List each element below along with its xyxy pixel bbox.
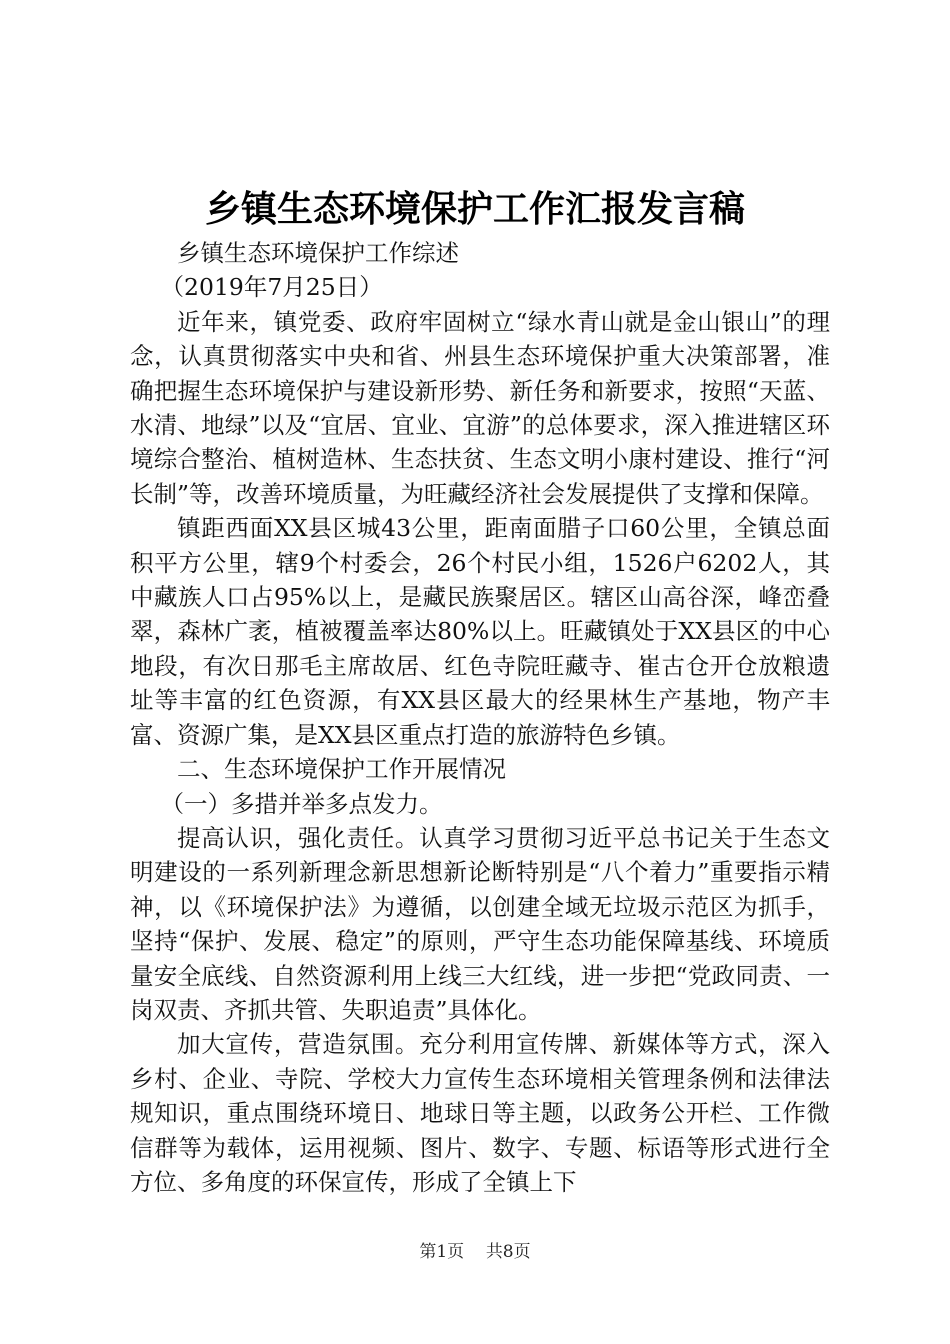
- body-paragraph: 加大宣传，营造氛围。充分利用宣传牌、新媒体等方式，深入乡村、企业、寺院、学校大力宣传生态环境相关管理条例和法律法规知识，重点围绕环境日、地球日等主题，以政务公开栏、工作微信群等为载体，运用视频、图片、数字、专题、标语等形式进行全方位、多角度的环保宣传，形成了全镇上下: [130, 1030, 830, 1196]
- page-footer: [0, 1240, 950, 1264]
- document-title: 乡镇生态环境保护工作汇报发言稿: [204, 188, 745, 230]
- page-number: 第1页: [419, 1242, 465, 1262]
- body-paragraph: 提高认识，强化责任。认真学习贯彻习近平总书记关于生态文明建设的一系列新理念新思想新论断特别是“八个着力”重要指示精神，以《环境保护法》为遵循，以创建全域无垃圾示范区为抓手，坚持“保护、发展、稳定”的原则，严守生态功能保障基线、环境质量安全底线、自然资源利用上线三大红线，进一步把“党政同责、一岗双责、齐抓共管、失职追责”具体化。: [130, 823, 830, 1024]
- body-paragraph: 镇距西面XX县区城43公里，距南面腊子口60公里，全镇总面积平方公里，辖9个村委会，26个村民小组，1526户6202人，其中藏族人口占95%以上，是藏民族聚居区。辖区山高谷深，峰峦叠翠，森林广袤，植被覆盖率达80%以上。旺藏镇处于XX县区的中心地段，有次日那毛主席故居、红色寺院旺藏寺、崔古仓开仓放粮遗址等丰富的红色资源，有XX县区最大的经果林生产基地，物产丰富、资源广集，是XX县区重点打造的旅游特色乡镇。: [130, 514, 830, 749]
- document-body: [130, 236, 830, 1199]
- body-paragraph: 近年来，镇党委、政府牢固树立“绿水青山就是金山银山”的理念，认真贯彻落实中央和省、州县生态环境保护重大决策部署，准确把握生态环境保护与建设新形势、新任务和新要求，按照“天蓝、水清、地绿”以及“宜居、宜业、宜游”的总体要求，深入推进辖区环境综合整治、植树造林、生态扶贫、生态文明小康村建设、推行“河长制”等，改善环境质量，为旺藏经济社会发展提供了支撑和保障。: [130, 307, 830, 508]
- subsection-heading: （一）多措并举多点发力。: [160, 789, 443, 818]
- subtitle-paragraph: 乡镇生态环境保护工作综述: [177, 239, 459, 267]
- section-heading: 二、生态环境保护工作开展情况: [177, 755, 506, 784]
- date-paragraph: （2019年7月25日）: [160, 273, 383, 302]
- page-total: 共8页: [485, 1242, 531, 1262]
